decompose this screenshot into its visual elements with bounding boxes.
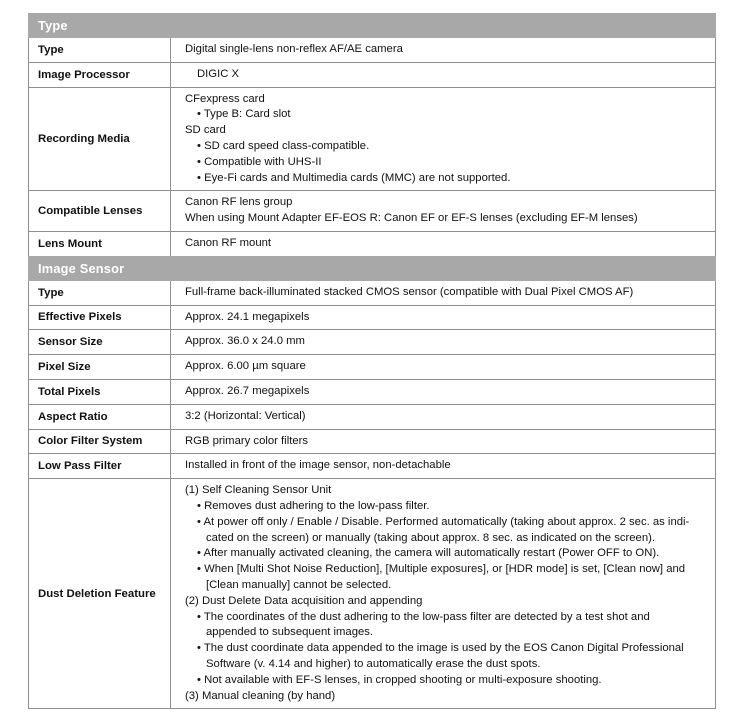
section-rows — [28, 38, 716, 256]
row-value — [171, 63, 715, 87]
spec-row-dust-deletion-feature — [29, 478, 715, 708]
spec-row-type — [29, 281, 715, 305]
value-line: • Eye-Fi cards and Multimedia cards (MMC) are not supported. — [197, 171, 511, 184]
row-label-text: Lens Mount — [38, 237, 102, 250]
value-line: Installed in front of the image sensor, non-detachable — [185, 459, 451, 472]
value-line: • The dust coordinate data appended to the image is used by the EOS Canon Digital Professional — [197, 642, 684, 655]
row-label-text: Color Filter System — [38, 435, 143, 448]
row-label-text: Low Pass Filter — [38, 460, 122, 473]
row-label-text: Total Pixels — [38, 385, 101, 398]
row-value — [171, 330, 715, 354]
value-line: (2) Dust Delete Data acquisition and appending — [185, 594, 423, 607]
row-label-text: Type — [38, 286, 64, 299]
section-title: Image Sensor — [38, 260, 125, 276]
spec-row-image-processor — [29, 62, 715, 87]
spec-row-total-pixels — [29, 379, 715, 404]
value-line: • Type B: Card slot — [197, 108, 291, 121]
value-line: SD card — [185, 124, 226, 137]
row-label — [29, 479, 171, 708]
value-line: Approx. 26.7 megapixels — [185, 384, 310, 397]
value-line: • At power off only / Enable / Disable. Performed automatically (taking about approx. 2 sec. as indi- — [197, 515, 690, 528]
row-label — [29, 405, 171, 429]
spec-row-type — [29, 38, 715, 62]
value-line: Full-frame back-illuminated stacked CMOS sensor (compatible with Dual Pixel CMOS AF) — [185, 285, 634, 298]
spec-row-recording-media — [29, 87, 715, 191]
section-header-type — [28, 13, 716, 38]
row-label — [29, 281, 171, 305]
row-label — [29, 232, 171, 256]
value-line: 3:2 (Horizontal: Vertical) — [185, 409, 306, 422]
row-label-text: Aspect Ratio — [38, 410, 108, 423]
row-label — [29, 355, 171, 379]
spec-row-aspect-ratio — [29, 404, 715, 429]
row-value — [171, 191, 715, 231]
row-label — [29, 454, 171, 478]
value-line: [Clean manually] cannot be selected. — [206, 578, 392, 591]
value-line: appended to subsequent images. — [206, 626, 374, 639]
row-label — [29, 380, 171, 404]
value-line: Canon RF mount — [185, 236, 272, 249]
value-line: Digital single-lens non-reflex AF/AE camera — [185, 43, 403, 55]
row-value — [171, 355, 715, 379]
spec-row-compatible-lenses — [29, 190, 715, 231]
row-label-text: Type — [38, 43, 64, 56]
value-line: • After manually activated cleaning, the camera will automatically restart (Power OFF to ON). — [197, 547, 660, 560]
spec-row-color-filter-system — [29, 429, 715, 454]
value-line: cated on the screen) or manually (taking about approx. 8 sec. as indicated on the screen). — [206, 531, 655, 544]
value-line: Software (v. 4.14 and higher) to automatically erase the dust spots. — [206, 657, 541, 670]
spec-row-low-pass-filter — [29, 453, 715, 478]
row-value — [171, 38, 715, 62]
value-line: • Compatible with UHS-II — [197, 155, 322, 168]
value-line: • The coordinates of the dust adhering to the low-pass filter are detected by a test shot and — [197, 610, 650, 623]
row-label — [29, 88, 171, 191]
spec-row-sensor-size — [29, 329, 715, 354]
value-line: CFexpress card — [185, 92, 265, 105]
row-value — [171, 454, 715, 478]
row-value — [171, 430, 715, 454]
value-line: DIGIC X — [197, 67, 240, 80]
value-line: Approx. 24.1 megapixels — [185, 310, 310, 323]
row-value — [171, 232, 715, 256]
row-label-text: Recording Media — [38, 132, 130, 145]
row-label-text: Compatible Lenses — [38, 205, 143, 218]
row-label — [29, 430, 171, 454]
row-label-text: Pixel Size — [38, 361, 91, 374]
section-header-image-sensor — [28, 256, 716, 281]
value-line: (3) Manual cleaning (by hand) — [185, 689, 336, 702]
value-line: Canon RF lens group — [185, 196, 293, 209]
row-label-text: Image Processor — [38, 68, 130, 81]
row-value — [171, 88, 715, 191]
row-label-text: Dust Deletion Feature — [38, 587, 156, 600]
value-line: (1) Self Cleaning Sensor Unit — [185, 484, 332, 497]
row-label — [29, 38, 171, 62]
section-type — [28, 13, 716, 256]
section-title: Type — [38, 18, 68, 33]
row-value — [171, 405, 715, 429]
row-label — [29, 63, 171, 87]
row-label-text: Effective Pixels — [38, 311, 122, 324]
value-line: • Not available with EF-S lenses, in cropped shooting or multi-exposure shooting. — [197, 673, 602, 686]
section-rows — [28, 281, 716, 710]
value-line: RGB primary color filters — [185, 434, 309, 447]
section-image-sensor — [28, 256, 716, 710]
value-line: Approx. 36.0 x 24.0 mm — [185, 335, 305, 348]
value-line: • Removes dust adhering to the low-pass filter. — [197, 499, 430, 512]
row-value — [171, 479, 715, 708]
row-value — [171, 281, 715, 305]
row-label — [29, 330, 171, 354]
row-value — [171, 306, 715, 330]
row-label-text: Sensor Size — [38, 336, 103, 349]
row-value — [171, 380, 715, 404]
value-line: • When [Multi Shot Noise Reduction], [Multiple exposures], or [HDR mode] is set, [Clean now] and — [197, 563, 686, 576]
value-line: Approx. 6.00 µm square — [185, 360, 306, 373]
value-line: • SD card speed class-compatible. — [197, 139, 370, 152]
row-label — [29, 191, 171, 231]
spec-row-effective-pixels — [29, 305, 715, 330]
spec-row-pixel-size — [29, 354, 715, 379]
value-line: When using Mount Adapter EF-EOS R: Canon EF or EF-S lenses (excluding EF-M lenses) — [185, 212, 638, 225]
spec-row-lens-mount — [29, 231, 715, 256]
row-label — [29, 306, 171, 330]
spec-table — [28, 13, 716, 709]
